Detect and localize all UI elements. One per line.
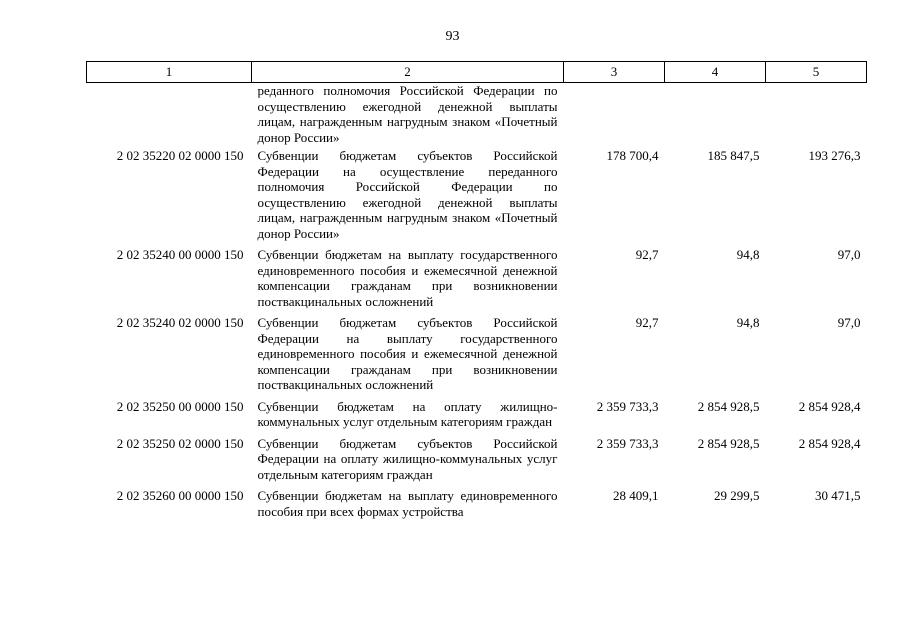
row-value-year3 <box>766 83 867 146</box>
row-value-year2: 94,8 <box>736 247 760 262</box>
row-description: Субвенции бюджетам на оплату жилищно-коммунальных услуг отдельным категориям граждан <box>257 398 558 429</box>
row-description: Субвенции бюджетам субъектов Российской Федерации на выплату государственного единовременного пособия и ежемесячной денежной компенсации гражданам при возникновении поствакцинальных осложнений <box>257 315 558 392</box>
row-code: 2 02 35260 00 0000 150 <box>116 488 244 503</box>
table-row <box>87 396 867 433</box>
table-row <box>87 83 867 146</box>
row-value-year2: 29 299,5 <box>714 488 760 503</box>
page-number: 93 <box>445 29 460 44</box>
column-header-5: 5 <box>766 62 867 83</box>
row-description: Субвенции бюджетам на выплату единовременного пособия при всех формах устройства <box>257 488 558 519</box>
row-value-year1: 28 409,1 <box>613 488 659 503</box>
row-code: 2 02 35240 00 0000 150 <box>116 247 244 262</box>
column-header-2: 2 <box>252 62 564 83</box>
row-value-year3: 97,0 <box>837 247 861 262</box>
row-value-year3: 30 471,5 <box>815 488 861 503</box>
row-value-year1: 92,7 <box>635 247 659 262</box>
row-value-year2: 2 854 928,5 <box>697 435 760 451</box>
row-description: Субвенции бюджетам субъектов Российской Федерации на оплату жилищно-коммунальных услуг отдельным категориям граждан <box>257 435 558 482</box>
row-description: реданного полномочия Российской Федерации по осуществлению ежегодной денежной выплаты лицам, награжденным нагрудным знаком «Почетный донор России» <box>257 83 558 145</box>
row-value-year1: 92,7 <box>635 315 659 330</box>
budget-table <box>86 61 867 522</box>
row-description: Субвенции бюджетам субъектов Российской Федерации на осуществление переданного полномочия Российской Федерации по осуществлению ежегодной денежной выплаты лицам, награжденным нагрудным знаком «Почетный донор России» <box>257 148 558 241</box>
row-value-year3: 2 854 928,4 <box>798 398 861 414</box>
row-value-year1: 178 700,4 <box>606 148 659 163</box>
table-row <box>87 312 867 396</box>
row-code <box>87 83 252 146</box>
row-description: Субвенции бюджетам на выплату государственного единовременного пособия и ежемесячной денежной компенсации гражданам при возникновении поствакцинальных осложнений <box>257 247 558 309</box>
table-row <box>87 433 867 486</box>
row-value-year1: 2 359 733,3 <box>596 398 659 414</box>
column-header-4: 4 <box>665 62 766 83</box>
column-header-3: 3 <box>564 62 665 83</box>
table-row <box>87 244 867 312</box>
table-row <box>87 485 867 522</box>
row-value-year3: 2 854 928,4 <box>798 435 861 451</box>
row-value-year2 <box>665 83 766 146</box>
row-code: 2 02 35250 00 0000 150 <box>116 398 244 414</box>
row-value-year1: 2 359 733,3 <box>596 435 659 451</box>
row-value-year1 <box>564 83 665 146</box>
row-value-year3: 97,0 <box>837 315 861 330</box>
row-code: 2 02 35240 02 0000 150 <box>116 315 244 330</box>
column-header-1: 1 <box>87 62 252 83</box>
row-value-year2: 2 854 928,5 <box>697 398 760 414</box>
table-row <box>87 145 867 244</box>
row-value-year2: 185 847,5 <box>707 148 760 163</box>
row-code: 2 02 35220 02 0000 150 <box>116 148 244 163</box>
row-code: 2 02 35250 02 0000 150 <box>116 435 244 451</box>
row-value-year3: 193 276,3 <box>808 148 861 163</box>
header-row <box>87 62 867 83</box>
row-value-year2: 94,8 <box>736 315 760 330</box>
